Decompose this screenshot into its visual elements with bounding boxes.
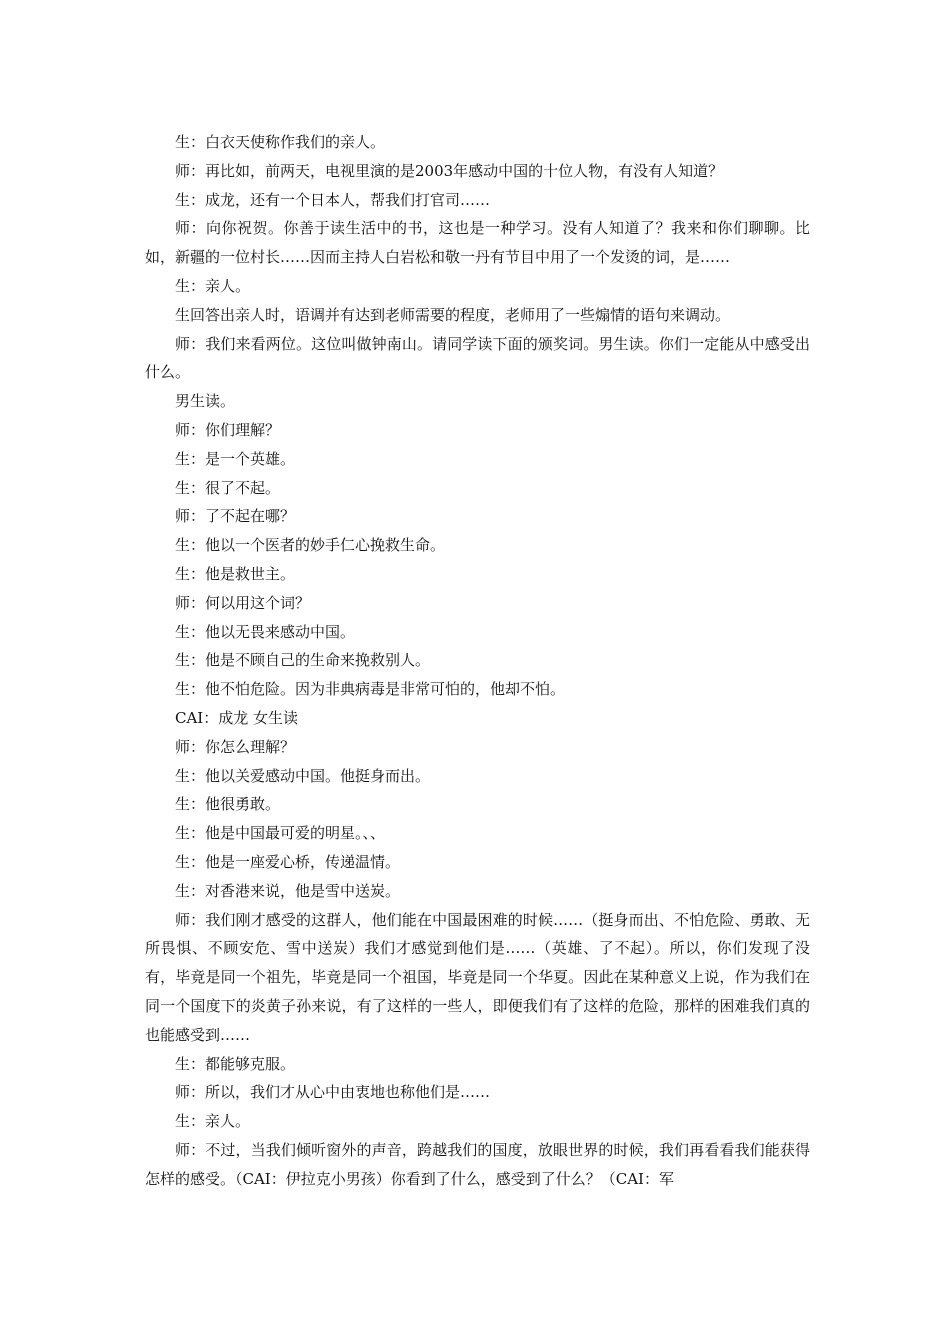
paragraph: 生：他以一个医者的妙手仁心挽救生命。: [175, 536, 446, 555]
paragraph: 生回答出亲人时，语调并有达到老师需要的程度，老师用了一些煽情的语句来调动。: [175, 305, 731, 324]
paragraph: 生：都能够克服。: [175, 1054, 296, 1073]
paragraph: 生：是一个英雄。: [175, 449, 296, 468]
paragraph: 生：很了不起。: [175, 478, 281, 497]
paragraph: 师：我们来看两位。这位叫做钟南山。请同学读下面的颁奖词。男生读。你们一定能从中感受出什么。: [145, 334, 810, 382]
paragraph: 师：所以，我们才从心中由衷地也称他们是……: [175, 1083, 491, 1102]
paragraph: 生：他是救世主。: [175, 564, 296, 583]
paragraph: 师：向你祝贺。你善于读生活中的书，这也是一种学习。没有人知道了？我来和你们聊聊。比如，新疆的一位村长……因而主持人白岩松和敬一丹有节目中用了一个发烫的词，是……: [145, 219, 810, 267]
paragraph: 生：亲人。: [175, 1112, 251, 1131]
paragraph: CAI：成龙 女生读: [175, 708, 299, 727]
paragraph: 师：再比如，前两天，电视里演的是2003年感动中国的十位人物，有没有人知道？: [175, 161, 724, 180]
paragraph: 男生读。: [175, 392, 236, 411]
paragraph: 生：白衣天使称作我们的亲人。: [175, 133, 386, 151]
paragraph: 生：他不怕危险。因为非典病毒是非常可怕的，他却不怕。: [175, 680, 566, 699]
paragraph: 生：成龙，还有一个日本人，帮我们打官司……: [175, 190, 491, 209]
paragraph: 师：何以用这个词？: [175, 593, 311, 612]
paragraph: 生：他是中国最可爱的明星。、、: [175, 824, 386, 843]
paragraph: 生：他以无畏来感动中国。: [175, 622, 356, 641]
paragraph: 师：你们理解？: [175, 420, 281, 439]
paragraph: 生：他很勇敢。: [175, 795, 281, 814]
paragraph: 生：他是一座爱心桥，传递温情。: [175, 852, 401, 871]
paragraph: 生：他是不顾自己的生命来挽救别人。: [175, 651, 431, 670]
paragraph: 生：对香港来说，他是雪中送炭。: [175, 881, 401, 900]
paragraph: 师：了不起在哪？: [175, 507, 296, 526]
paragraph: 生：他以关爱感动中国。他挺身而出。: [175, 766, 431, 785]
paragraph: 师：你怎么理解？: [175, 737, 296, 756]
document-page: [145, 128, 810, 1193]
paragraph: 师：不过，当我们倾听窗外的声音，跨越我们的国度，放眼世界的时候，我们再看看我们能获得怎样的感受。（CAI：伊拉克小男孩）你看到了什么，感受到了什么？（CAI：军: [145, 1140, 810, 1188]
paragraph: 师：我们刚才感受的这群人，他们能在中国最困难的时候……（挺身而出、不怕危险、勇敢、无所畏惧、不顾安危、雪中送炭）我们才感觉到他们是……（英雄、了不起）。所以，你们发现了没有，毕竟是同一个祖先，毕竟是同一个祖国，毕竟是同一个华夏。因此在某种意义上说，作为我们在同一个国度下的炎黄子孙来说，有了这样的一些人，即便我们有了这样的危险，那样的困难我们真的也能感受到……: [145, 910, 810, 1044]
paragraph: 生：亲人。: [175, 276, 251, 295]
